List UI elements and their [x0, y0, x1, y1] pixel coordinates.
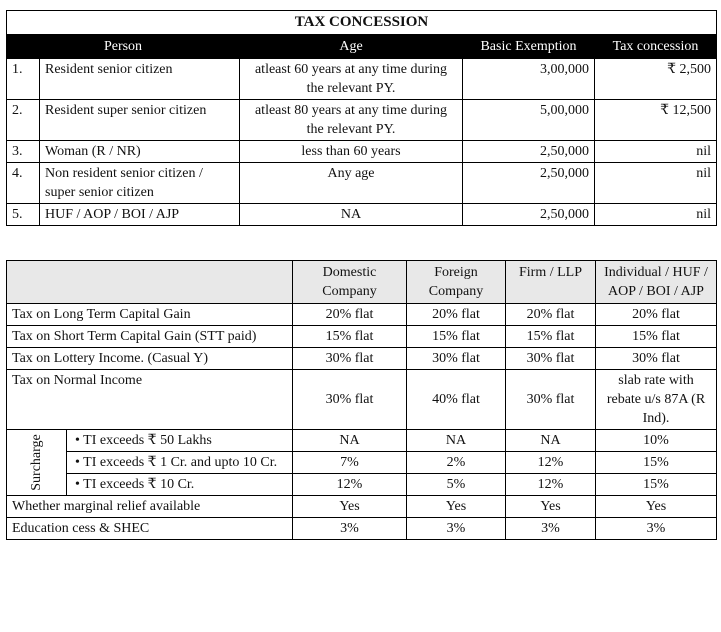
col-header-age: Age [240, 35, 463, 59]
domestic-cell: 30% flat [293, 348, 407, 370]
domestic-cell: 15% flat [293, 326, 407, 348]
row-label: • TI exceeds ₹ 50 Lakhs [67, 430, 293, 452]
exemption-cell: 5,00,000 [463, 100, 595, 141]
table-row [7, 100, 717, 141]
foreign-cell: Yes [407, 496, 506, 518]
firm-cell: 30% flat [506, 348, 596, 370]
table-row [7, 496, 717, 518]
person-cell: Resident super senior citizen [40, 100, 240, 141]
firm-cell: 12% [506, 452, 596, 474]
exemption-cell: 2,50,000 [463, 163, 595, 204]
table-row [7, 141, 717, 163]
domestic-cell: 3% [293, 518, 407, 540]
row-label: Tax on Lottery Income. (Casual Y) [7, 348, 293, 370]
foreign-cell: NA [407, 430, 506, 452]
individual-cell: Yes [596, 496, 717, 518]
table-row [7, 304, 717, 326]
individual-cell: 15% [596, 452, 717, 474]
row-label: Tax on Long Term Capital Gain [7, 304, 293, 326]
domestic-cell: 30% flat [293, 370, 407, 430]
firm-cell: 3% [506, 518, 596, 540]
row-number: 2. [7, 100, 40, 141]
person-cell: Resident senior citizen [40, 59, 240, 100]
exemption-cell: 3,00,000 [463, 59, 595, 100]
col-header-person: Person [7, 35, 240, 59]
foreign-cell: 40% flat [407, 370, 506, 430]
foreign-cell: 3% [407, 518, 506, 540]
col-header-basic-exemption: Basic Exemption [463, 35, 595, 59]
age-cell: atleast 80 years at any time during the relevant PY. [240, 100, 463, 141]
table-row [7, 204, 717, 226]
individual-cell: 15% flat [596, 326, 717, 348]
concession-cell: nil [595, 204, 717, 226]
row-label: Tax on Short Term Capital Gain (STT paid) [7, 326, 293, 348]
foreign-cell: 15% flat [407, 326, 506, 348]
individual-cell: 15% [596, 474, 717, 496]
row-label: Tax on Normal Income [7, 370, 293, 430]
col-header-firm-llp: Firm / LLP [506, 261, 596, 304]
person-cell: Woman (R / NR) [40, 141, 240, 163]
tax-rates-table [6, 260, 717, 540]
table-row [7, 452, 717, 474]
header-row [7, 35, 717, 59]
foreign-cell: 30% flat [407, 348, 506, 370]
table-row [7, 348, 717, 370]
table-title: TAX CONCESSION [7, 11, 717, 35]
header-row [7, 261, 717, 304]
age-cell: Any age [240, 163, 463, 204]
surcharge-label: Surcharge [7, 430, 67, 496]
table-row [7, 163, 717, 204]
firm-cell: 30% flat [506, 370, 596, 430]
firm-cell: Yes [506, 496, 596, 518]
firm-cell: NA [506, 430, 596, 452]
age-cell: NA [240, 204, 463, 226]
firm-cell: 20% flat [506, 304, 596, 326]
row-label: Whether marginal relief available [7, 496, 293, 518]
foreign-cell: 5% [407, 474, 506, 496]
domestic-cell: 20% flat [293, 304, 407, 326]
individual-cell: 20% flat [596, 304, 717, 326]
col-header-foreign-company: Foreign Company [407, 261, 506, 304]
foreign-cell: 2% [407, 452, 506, 474]
concession-cell: nil [595, 163, 717, 204]
table-row [7, 370, 717, 430]
table-row [7, 518, 717, 540]
concession-cell: ₹ 12,500 [595, 100, 717, 141]
individual-cell: 10% [596, 430, 717, 452]
person-cell: HUF / AOP / BOI / AJP [40, 204, 240, 226]
row-label: Education cess & SHEC [7, 518, 293, 540]
age-cell: atleast 60 years at any time during the relevant PY. [240, 59, 463, 100]
domestic-cell: 7% [293, 452, 407, 474]
row-number: 5. [7, 204, 40, 226]
person-cell: Non resident senior citizen / super senior citizen [40, 163, 240, 204]
age-cell: less than 60 years [240, 141, 463, 163]
foreign-cell: 20% flat [407, 304, 506, 326]
row-label: • TI exceeds ₹ 10 Cr. [67, 474, 293, 496]
table-row [7, 430, 717, 452]
col-header-domestic-company: Domestic Company [293, 261, 407, 304]
table-row [7, 474, 717, 496]
tax-concession-table [6, 10, 717, 226]
col-header-tax-concession: Tax concession [595, 35, 717, 59]
firm-cell: 12% [506, 474, 596, 496]
domestic-cell: Yes [293, 496, 407, 518]
individual-cell: slab rate with rebate u/s 87A (R Ind). [596, 370, 717, 430]
domestic-cell: 12% [293, 474, 407, 496]
row-number: 3. [7, 141, 40, 163]
row-label: • TI exceeds ₹ 1 Cr. and upto 10 Cr. [67, 452, 293, 474]
col-header-individual: Individual / HUF / AOP / BOI / AJP [596, 261, 717, 304]
row-number: 4. [7, 163, 40, 204]
individual-cell: 30% flat [596, 348, 717, 370]
exemption-cell: 2,50,000 [463, 141, 595, 163]
row-number: 1. [7, 59, 40, 100]
col-header-blank [7, 261, 293, 304]
concession-cell: ₹ 2,500 [595, 59, 717, 100]
table-row [7, 326, 717, 348]
concession-cell: nil [595, 141, 717, 163]
individual-cell: 3% [596, 518, 717, 540]
firm-cell: 15% flat [506, 326, 596, 348]
table-row [7, 59, 717, 100]
domestic-cell: NA [293, 430, 407, 452]
exemption-cell: 2,50,000 [463, 204, 595, 226]
